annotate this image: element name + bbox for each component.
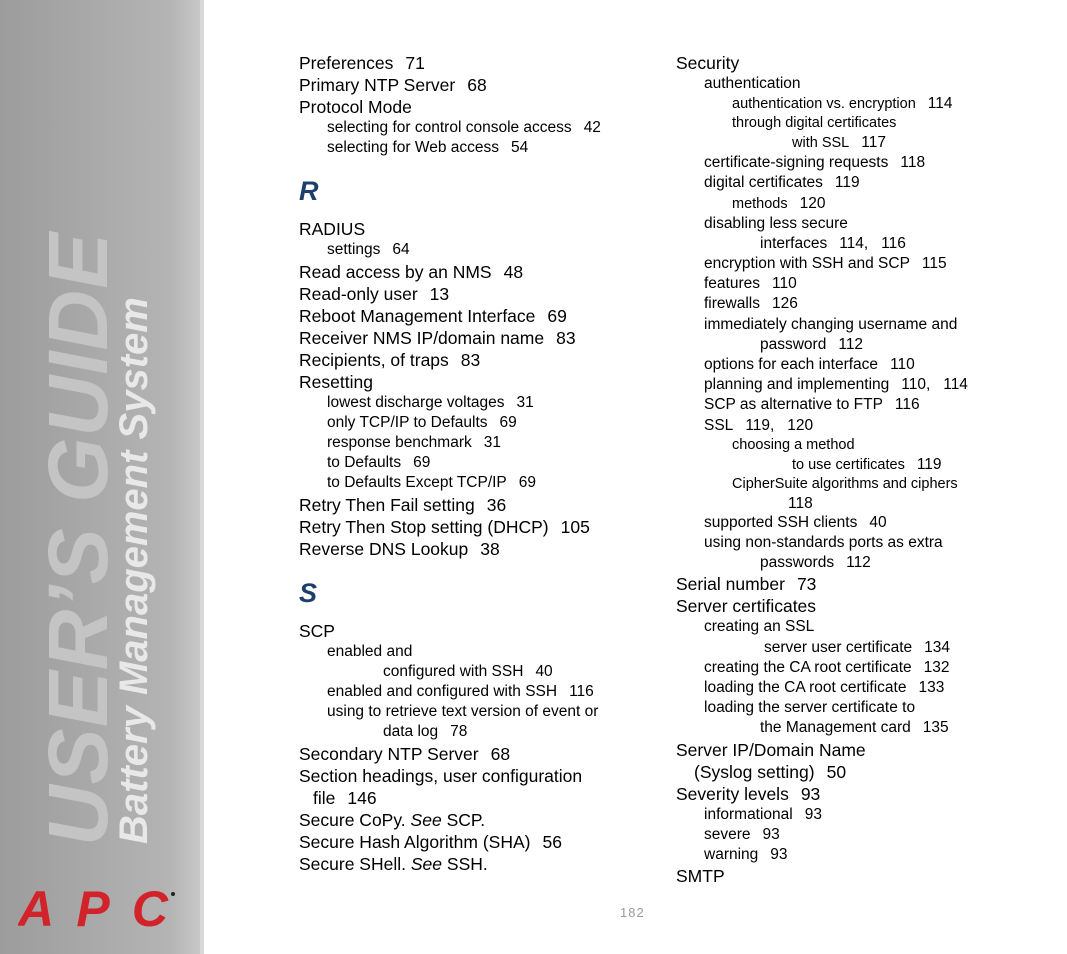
section-letter-r: R [299,176,319,207]
index-subentry: to Defaults Except TCP/IP 69 [327,474,537,492]
index-subentry: features 110 [704,275,797,293]
index-entry: Reverse DNS Lookup 38 [299,538,500,559]
index-column-right [676,52,1056,887]
index-entry: Server IP/Domain Name [676,739,866,760]
index-subentry: encryption with SSH and SCP 115 [704,255,947,273]
index-entry-continuation: (Syslog setting) 50 [694,761,847,782]
index-subsubentry: through digital certificates [732,115,897,132]
index-entry: Receiver NMS IP/domain name 83 [299,327,576,348]
index-subentry: loading the server certificate to [704,699,916,717]
index-subentry: options for each interface 110 [704,356,915,374]
index-subentry-continuation: the Management card 135 [760,719,949,737]
section-letter-s: S [299,577,318,608]
index-subsubentry: methods 120 [732,194,826,212]
index-subentry: enabled and [327,642,413,660]
index-entry: Secure SHell. See SSH. [299,853,488,874]
index-entry: Protocol Mode [299,97,412,117]
index-entry: Primary NTP Server 68 [299,75,487,95]
index-entry: Recipients, of traps 83 [299,349,481,370]
index-entry: Retry Then Fail setting 36 [299,494,507,515]
index-subentry: SCP as alternative to FTP 116 [704,396,920,414]
index-entry: Severity levels 93 [676,783,821,804]
index-entry: Retry Then Stop setting (DHCP) 105 [299,516,590,537]
index-entry: Preferences 71 [299,53,425,73]
index-subentry: only TCP/IP to Defaults 69 [327,413,517,431]
index-entry: Secure CoPy. See SCP. [299,809,486,830]
index-subentry: planning and implementing 110, 114 [704,376,968,394]
index-entry: Reboot Management Interface 69 [299,305,567,326]
index-entry: Section headings, user configuration [299,765,583,786]
index-subentry: lowest discharge voltages 31 [327,393,534,411]
index-subentry: certificate-signing requests 118 [704,154,926,172]
index-subsubentry-continuation: with SSL 117 [792,134,886,152]
index-subsubentry: choosing a method [732,436,855,453]
index-subentry-continuation: configured with SSH 40 [383,662,553,680]
sidebar [0,0,204,954]
index-entry-continuation: file 146 [313,787,377,808]
index-entry: Security [676,53,740,73]
apc-logo [18,886,178,930]
index-entry: RADIUS [299,219,366,240]
index-subentry: using non-standards ports as extra [704,534,943,552]
guide-title: USER’S GUIDE [31,231,125,846]
index-subentry: disabling less secure [704,214,848,232]
index-subentry: supported SSH clients 40 [704,513,887,531]
index-entry: Server certificates [676,596,817,617]
index-subentry: creating an SSL [704,618,815,636]
index-entry: Read access by an NMS 48 [299,261,524,282]
guide-subtitle: Battery Management System [112,297,156,844]
index-subentry: using to retrieve text version of event or [327,703,599,721]
index-subentry: informational 93 [704,805,822,823]
index-entry: Serial number 73 [676,574,817,595]
index-subentry-continuation: server user certificate 134 [764,638,951,656]
index-subentry-continuation: interfaces 114, 116 [760,234,906,252]
index-subentry-continuation: passwords 112 [760,554,871,572]
index-subentry: severe 93 [704,825,780,843]
svg-text:APC: APC [18,886,168,930]
index-subentry: authentication [704,75,801,92]
index-subentry: creating the CA root certificate 132 [704,658,950,676]
index-subentry: settings 64 [327,241,410,259]
index-subentry: selecting for Web access 54 [327,139,529,157]
index-subentry: firewalls 126 [704,295,798,313]
index-subentry: selecting for control console access 42 [327,119,601,136]
index-entry: SMTP [676,866,725,887]
index-subentry: enabled and configured with SSH 116 [327,683,594,701]
index-subsubentry: authentication vs. encryption 114 [732,95,953,113]
index-subentry-continuation: password 112 [760,335,864,353]
index-entry: Secure Hash Algorithm (SHA) 56 [299,831,562,852]
index-entry: Read-only user 13 [299,283,450,304]
index-subentry: response benchmark 31 [327,434,501,452]
index-entry: SCP [299,620,335,641]
index-subentry: immediately changing username and [704,315,958,333]
index-subentry-continuation: data log 78 [383,723,468,741]
index-column-left [299,52,659,875]
index-subentry: loading the CA root certificate 133 [704,679,945,697]
index-subentry: warning 93 [704,846,788,864]
index-subentry: to Defaults 69 [327,454,431,472]
index-subentry: SSL 119, 120 [704,416,814,434]
index-subsubentry: CipherSuite algorithms and ciphers [732,475,958,492]
index-entry: Secondary NTP Server 68 [299,743,511,764]
index-entry: Resetting [299,371,373,392]
page-number: 182 [620,905,645,920]
index-subsubentry-continuation: to use certificates 119 [792,455,942,473]
index-subentry: digital certificates 119 [704,174,860,192]
index-subsubentry-continuation: 118 [788,494,813,512]
